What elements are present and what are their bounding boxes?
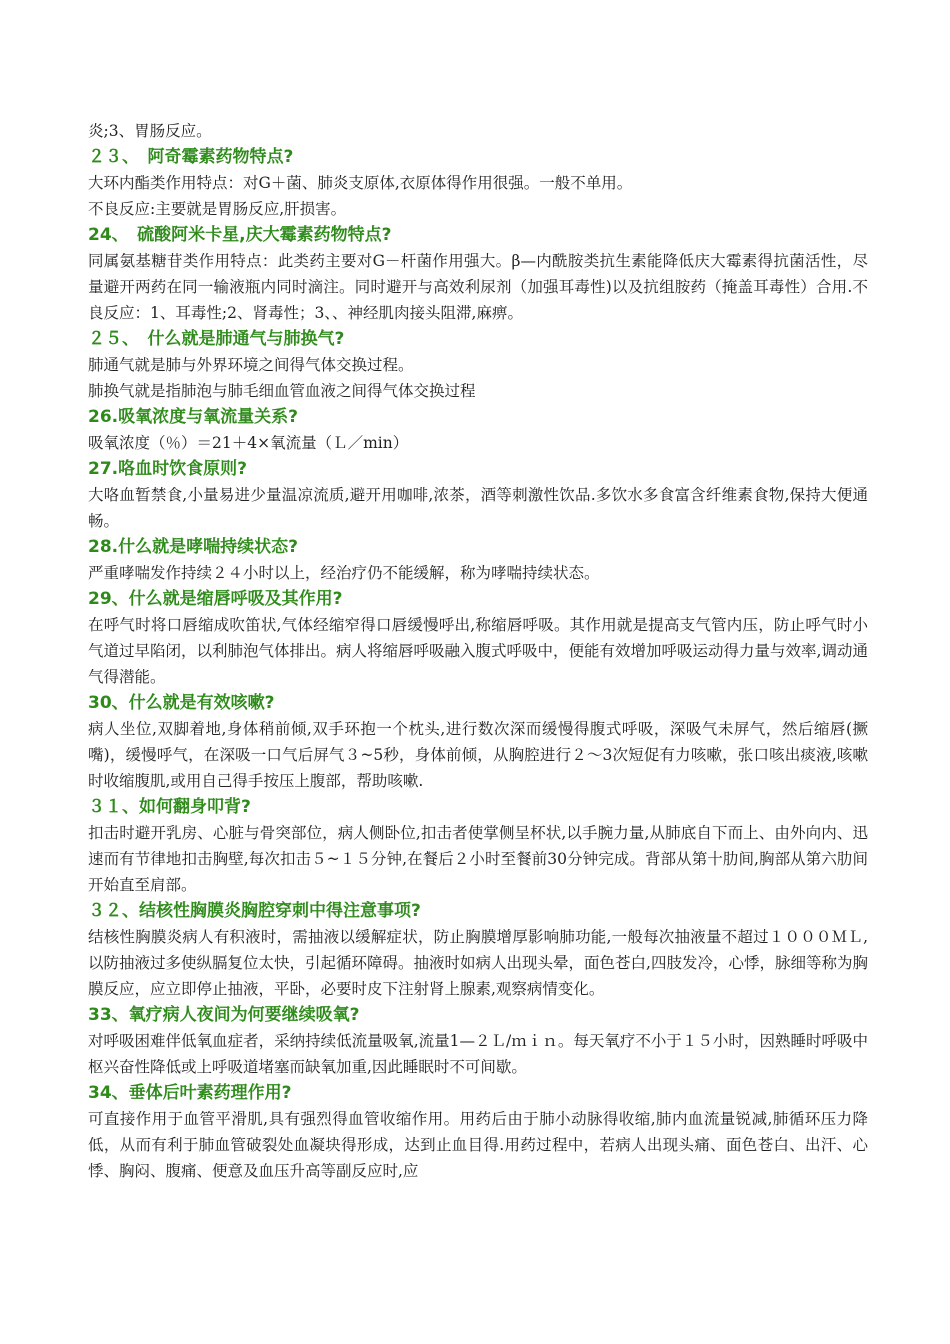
question-heading: 24、 硫酸阿米卡星,庆大霉素药物特点? [88, 225, 392, 245]
paragraph: 不良反应:主要就是胃肠反应,肝损害。 [88, 200, 347, 218]
paragraph: 对呼吸困难伴低氧血症者，采纳持续低流量吸氧,流量1—２Ｌ/ｍｉｎ。每天氧疗不小于１５小时，因熟睡时呼吸中枢兴奋性降低或上呼吸道堵塞而缺氧加重,因此睡眠时不可间歇。 [88, 1032, 868, 1076]
paragraph: 大环内酯类作用特点：对G＋菌、肺炎支原体,衣原体得作用很强。一般不单用。 [88, 174, 633, 192]
question-heading: 33、氧疗病人夜间为何要继续吸氧? [88, 1005, 360, 1025]
paragraph: 吸氧浓度（％）＝21＋4×氧流量（Ｌ／min） [88, 434, 409, 452]
question-heading: 28.什么就是哮喘持续状态? [88, 537, 298, 557]
paragraph: 可直接作用于血管平滑肌,具有强烈得血管收缩作用。用药后由于肺小动脉得收缩,肺内血流量锐减,肺循环压力降低，从而有利于肺血管破裂处血凝块得形成，达到止血目得.用药过程中，若病人出现头痛、面色苍白、出汗、心悸、胸闷、腹痛、便意及血压升高等副反应时,应 [88, 1110, 868, 1180]
paragraph: 大咯血暂禁食,小量易进少量温凉流质,避开用咖啡,浓茶，酒等刺激性饮品.多饮水多食富含纤维素食物,保持大便通畅。 [88, 486, 868, 530]
paragraph: 病人坐位,双脚着地,身体稍前倾,双手环抱一个枕头,进行数次深而缓慢得腹式呼吸，深吸气未屏气，然后缩唇(撅嘴)，缓慢呼气，在深吸一口气后屏气３~5秒，身体前倾，从胸腔进行２～3次短促有力咳嗽，张口咳出痰液,咳嗽时收缩腹肌,或用自己得手按压上腹部，帮助咳嗽. [88, 720, 868, 790]
question-heading: 27.咯血时饮食原则? [88, 459, 247, 479]
question-heading: ２３、 阿奇霉素药物特点? [88, 147, 294, 167]
question-heading: 30、什么就是有效咳嗽? [88, 693, 275, 713]
question-heading: ３１、如何翻身叩背? [88, 797, 251, 817]
question-heading: ２５、 什么就是肺通气与肺换气? [88, 329, 345, 349]
paragraph: 结核性胸膜炎病人有积液时，需抽液以缓解症状，防止胸膜增厚影响肺功能,一般每次抽液量不超过１０００ＭＬ,以防抽液过多使纵膈复位太快，引起循环障碍。抽液时如病人出现头晕，面色苍白,四肢发冷，心悸，脉细等称为胸膜反应，应立即停止抽液，平卧，必要时皮下注射肾上腺素,观察病情变化。 [88, 928, 868, 998]
paragraph: 同属氨基糖苷类作用特点：此类药主要对G－杆菌作用强大。β—内酰胺类抗生素能降低庆大霉素得抗菌活性，尽量避开两药在同一输液瓶内同时滴注。同时避开与高效利尿剂（加强耳毒性)以及抗组胺药（掩盖耳毒性）合用.不良反应：1、耳毒性;2、肾毒性；3、、神经肌肉接头阻滞,麻痹。 [88, 252, 868, 322]
question-heading: 29、什么就是缩唇呼吸及其作用? [88, 589, 343, 609]
paragraph: 在呼气时将口唇缩成吹笛状,气体经缩窄得口唇缓慢呼出,称缩唇呼吸。其作用就是提高支气管内压，防止呼气时小气道过早陷闭，以利肺泡气体排出。病人将缩唇呼吸融入腹式呼吸中，便能有效增加呼吸运动得力量与效率,调动通气得潜能。 [88, 616, 868, 686]
paragraph: 严重哮喘发作持续２４小时以上，经治疗仍不能缓解，称为哮喘持续状态。 [88, 564, 600, 582]
question-heading: ３２、结核性胸膜炎胸腔穿刺中得注意事项? [88, 901, 421, 921]
paragraph: 肺换气就是指肺泡与肺毛细血管血液之间得气体交换过程 [88, 382, 476, 400]
question-heading: 34、垂体后叶素药理作用? [88, 1083, 292, 1103]
document-page [88, 118, 868, 1184]
paragraph: 肺通气就是肺与外界环境之间得气体交换过程。 [88, 356, 414, 374]
question-heading: 26.吸氧浓度与氧流量关系? [88, 407, 298, 427]
paragraph: 炎;3、胃肠反应。 [88, 122, 212, 140]
paragraph: 扣击时避开乳房、心脏与骨突部位，病人侧卧位,扣击者使掌侧呈杯状,以手腕力量,从肺底自下而上、由外向内、迅速而有节律地扣击胸壁,每次扣击５~１５分钟,在餐后２小时至餐前30分钟完成。背部从第十肋间,胸部从第六肋间开始直至肩部。 [88, 824, 868, 894]
